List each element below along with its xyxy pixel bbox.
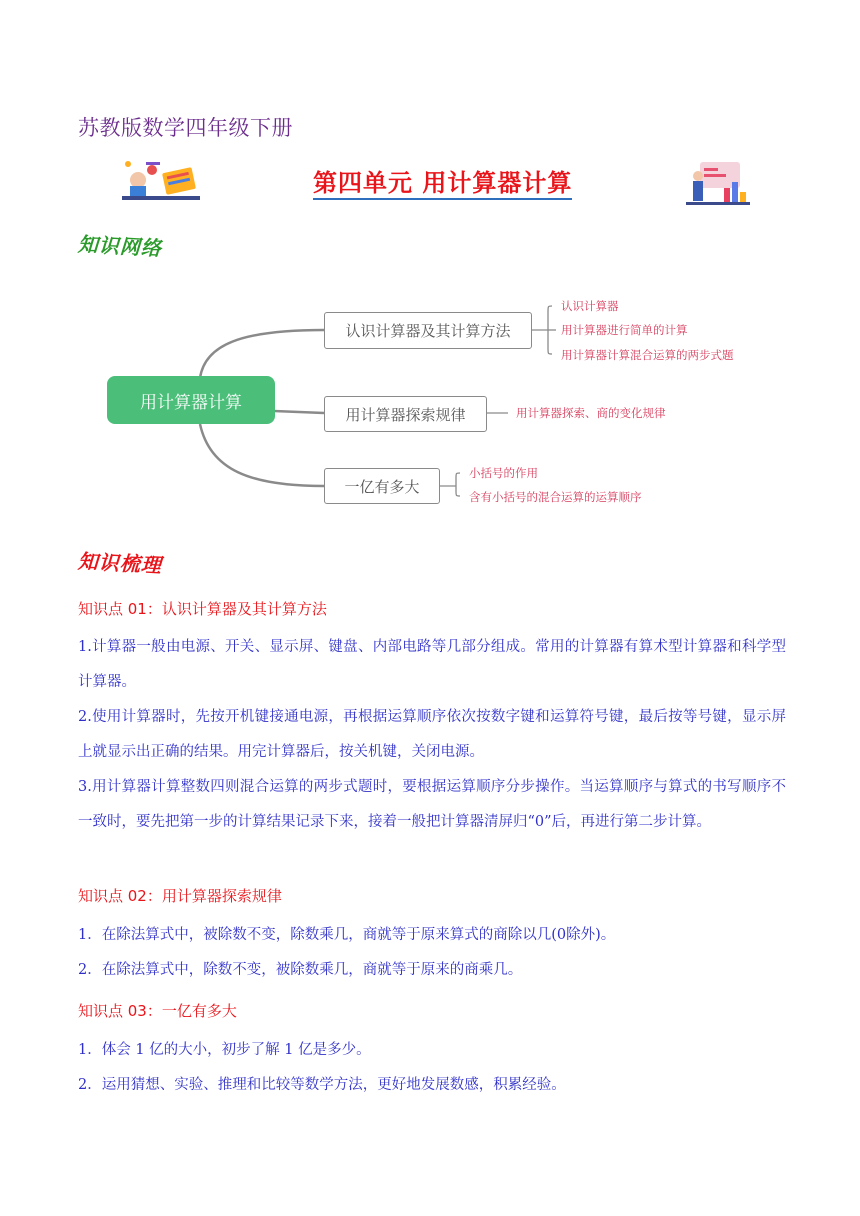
mind-map-branch-1: 认识计算器及其计算方法 (324, 312, 532, 349)
mind-map-leaf: 用计算器计算混合运算的两步式题 (561, 348, 734, 362)
mind-map-leaf: 用计算器探索、商的变化规律 (516, 406, 666, 420)
mind-map-branch-3: 一亿有多大 (324, 468, 440, 504)
knowledge-point-paragraph: 1.计算器一般由电源、开关、显示屏、键盘、内部电路等几部分组成。常用的计算器有算术型计算器和科学型计算器。 (78, 639, 786, 690)
knowledge-point-paragraph: 2．在除法算式中，除数不变，被除数乘几，商就等于原来的商乘几。 (78, 962, 523, 978)
knowledge-point-paragraph: 2．运用猜想、实验、推理和比较等数学方法，更好地发展数感，积累经验。 (78, 1077, 566, 1093)
knowledge-point-paragraph: 1．在除法算式中，被除数不变，除数乘几，商就等于原来算式的商除以几(0除外)。 (78, 927, 616, 943)
knowledge-point-paragraph: 2.使用计算器时，先按开机键接通电源，再根据运算顺序依次按数字键和运算符号键，最后按等号键，显示屏上就显示出正确的结果。用完计算器后，按关机键，关闭电源。 (78, 709, 786, 760)
book-title: 苏教版数学四年级下册 (78, 116, 293, 140)
network-section-title: 知识网络 (77, 232, 163, 261)
summary-section-title: 知识梳理 (77, 549, 163, 578)
knowledge-point-paragraph: 3.用计算器计算整数四则混合运算的两步式题时，要根据运算顺序分步操作。当运算顺序与算式的书写顺序不一致时，要先把第一步的计算结果记录下来，接着一般把计算器清屏归“0”后，再进行第二步计算。 (78, 779, 786, 830)
knowledge-point-title: 知识点 02：用计算器探索规律 (78, 887, 282, 905)
mind-map-leaf: 小括号的作用 (469, 466, 538, 480)
mind-map-branch-2: 用计算器探索规律 (324, 396, 487, 432)
mind-map-leaf: 认识计算器 (561, 299, 619, 313)
mind-map-leaf: 含有小括号的混合运算的运算顺序 (469, 490, 642, 504)
knowledge-point-title: 知识点 01：认识计算器及其计算方法 (78, 600, 327, 618)
knowledge-point-paragraph: 1．体会 1 亿的大小，初步了解 1 亿是多少。 (78, 1042, 371, 1058)
mind-map-root-node: 用计算器计算 (107, 376, 275, 424)
unit-title: 第四单元 用计算器计算 (313, 168, 572, 200)
knowledge-point-title: 知识点 03：一亿有多大 (78, 1002, 237, 1020)
mind-map-leaf: 用计算器进行简单的计算 (561, 323, 688, 337)
